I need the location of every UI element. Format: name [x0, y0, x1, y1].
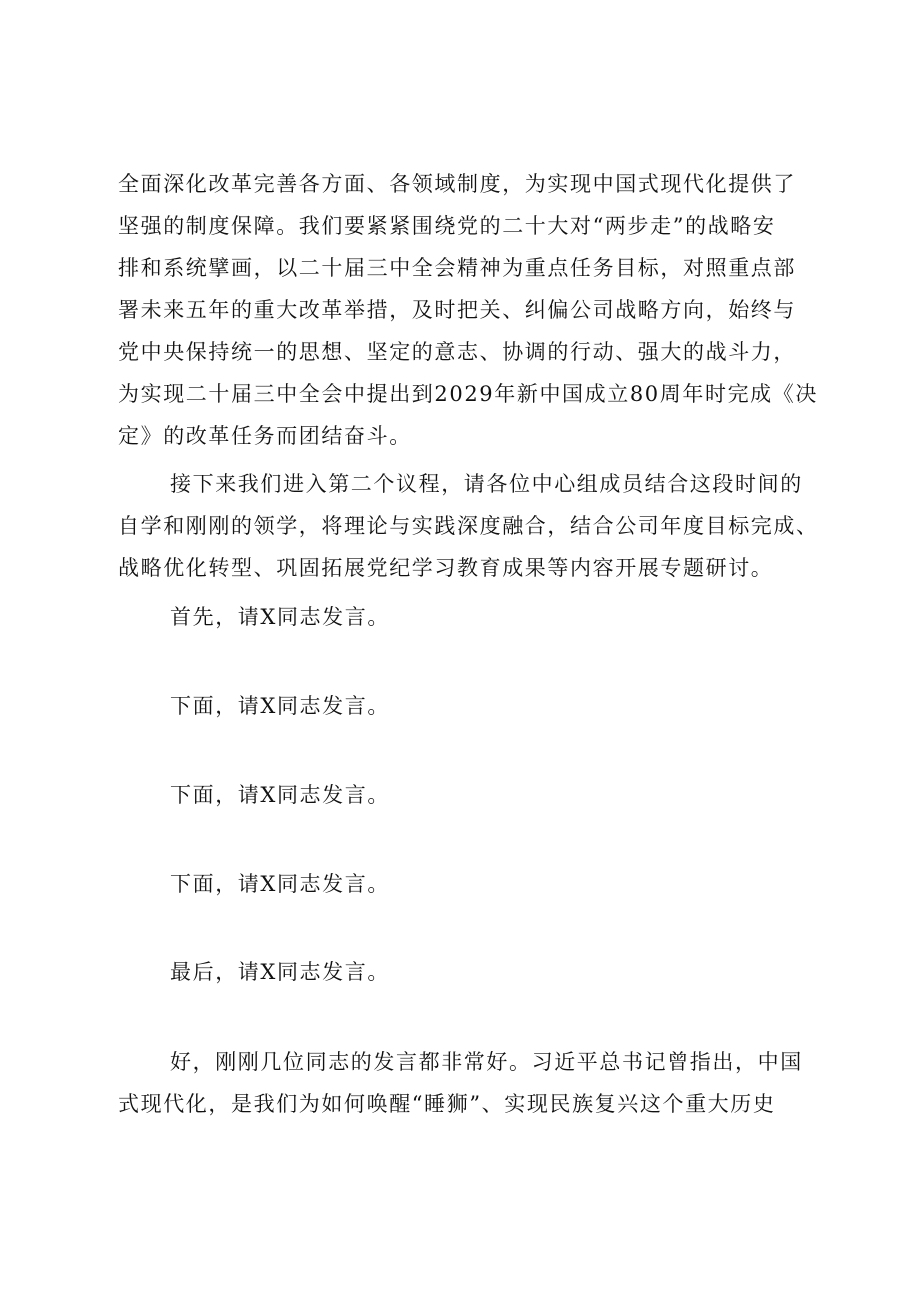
paragraph-line: 党中央保持统一的思想、坚定的意志、协调的行动、强大的战斗力， [118, 340, 796, 364]
paragraph-line: 署未来五年的重大改革举措，及时把关、纠偏公司战略方向，始终与 [118, 298, 796, 322]
speaker-prompt-line: 最后，请X同志发言。 [170, 960, 390, 984]
paragraph-line: 好，刚刚几位同志的发言都非常好。习近平总书记曾指出，中国 [170, 1050, 803, 1074]
paragraph-line: 全面深化改革完善各方面、各领域制度，为实现中国式现代化提供了 [118, 172, 796, 196]
speaker-prompt-line: 下面，请X同志发言。 [170, 872, 390, 896]
speaker-prompt-line: 下面，请X同志发言。 [170, 783, 390, 807]
paragraph-line: 坚强的制度保障。我们要紧紧围绕党的二十大对“两步走”的战略安 [118, 214, 776, 238]
paragraph-line: 自学和刚刚的领学，将理论与实践深度融合，结合公司年度目标完成、 [118, 514, 819, 538]
paragraph-line: 为实现二十届三中全会中提出到2029年新中国成立80周年时完成《决 [118, 382, 818, 406]
paragraph-line: 定》的改革任务而团结奋斗。 [118, 424, 412, 448]
speaker-prompt-line: 下面，请X同志发言。 [170, 694, 390, 718]
paragraph-line: 排和系统擘画，以二十届三中全会精神为重点任务目标，对照重点部 [118, 256, 796, 280]
paragraph-line: 接下来我们进入第二个议程，请各位中心组成员结合这段时间的 [170, 472, 803, 496]
paragraph-line: 战略优化转型、巩固拓展党纪学习教育成果等内容开展专题研讨。 [118, 556, 774, 580]
speaker-prompt-line: 首先，请X同志发言。 [170, 605, 390, 629]
paragraph-line: 式现代化，是我们为如何唤醒“睡狮”、实现民族复兴这个重大历史 [118, 1092, 776, 1116]
